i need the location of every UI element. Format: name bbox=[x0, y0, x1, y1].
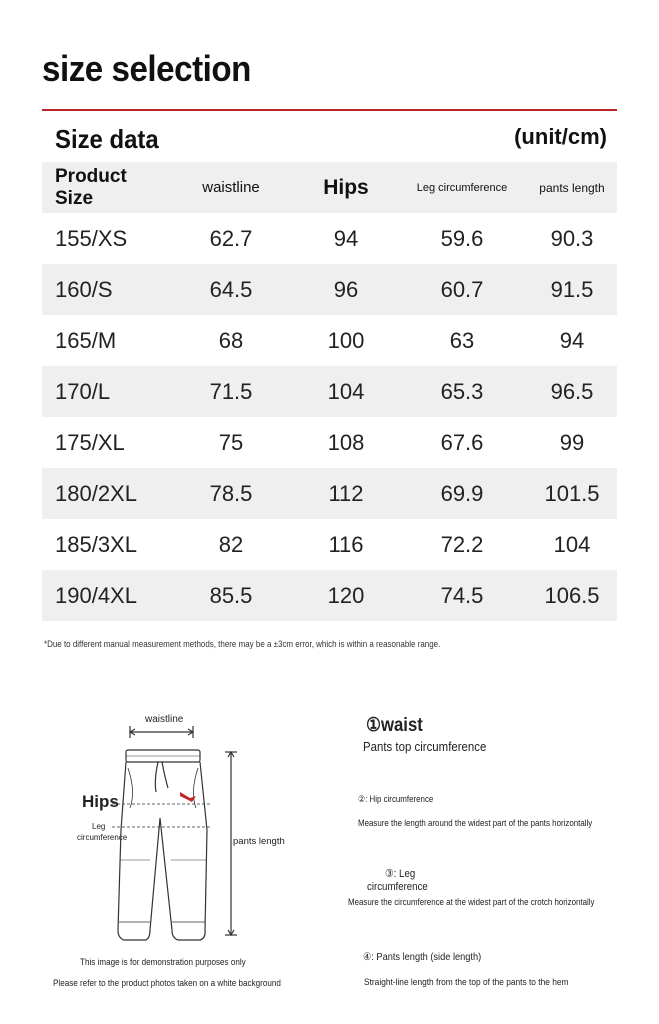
cell-waistline: 68 bbox=[218, 327, 244, 353]
diagram-leg-label: Leg bbox=[92, 822, 106, 831]
cell-length: 90.3 bbox=[550, 225, 594, 251]
cell-length: 94 bbox=[559, 327, 585, 353]
cell-hips: 112 bbox=[328, 480, 364, 506]
cell-length: 96.5 bbox=[550, 378, 594, 404]
cell-length: 106.5 bbox=[544, 582, 600, 608]
header-leg-circumference: Leg circumference bbox=[416, 181, 508, 194]
cell-size: 160/S bbox=[55, 276, 113, 302]
measurement-note: *Due to different manual measurement methods, there may be a ±3cm error, which is within a reasonable range. bbox=[44, 639, 441, 650]
cell-size: 155/XS bbox=[55, 225, 128, 251]
header-hips: Hips bbox=[323, 175, 369, 199]
cell-leg: 74.5 bbox=[440, 582, 484, 608]
diagram-circumference-label: circumference bbox=[77, 833, 128, 842]
diagram-hips-label: Hips bbox=[82, 792, 119, 811]
legend-length-desc: Straight-line length from the top of the pants to the hem bbox=[364, 977, 569, 988]
diagram-waistline-label: waistline bbox=[145, 714, 184, 725]
cell-hips: 100 bbox=[327, 327, 365, 353]
cell-leg: 67.6 bbox=[440, 429, 484, 455]
legend-waist-desc: Pants top circumference bbox=[363, 739, 487, 754]
table-row bbox=[42, 366, 617, 417]
table-row bbox=[42, 315, 617, 366]
pants-illustration bbox=[0, 700, 330, 1020]
legend-length-heading: ④: Pants length (side length) bbox=[363, 951, 482, 963]
cell-waistline: 82 bbox=[218, 531, 244, 557]
cell-leg: 59.6 bbox=[440, 225, 484, 251]
title-divider bbox=[42, 109, 617, 111]
header-pants-length: pants length bbox=[539, 180, 605, 195]
table-header-row bbox=[42, 162, 617, 213]
cell-hips: 96 bbox=[333, 276, 359, 302]
cell-length: 99 bbox=[559, 429, 585, 455]
size-table bbox=[42, 162, 617, 621]
legend-hip-heading: ②: Hip circumference bbox=[358, 794, 434, 804]
cell-waistline: 62.7 bbox=[209, 225, 253, 251]
table-row bbox=[42, 264, 617, 315]
unit-label: (unit/cm) bbox=[514, 124, 607, 149]
table-row bbox=[42, 417, 617, 468]
cell-length: 104 bbox=[553, 531, 591, 557]
cell-size: 185/3XL bbox=[55, 531, 137, 557]
diagram-caption-2: Please refer to the product photos taken on a white background bbox=[53, 978, 281, 988]
cell-size: 165/M bbox=[55, 327, 117, 353]
header-waistline: waistline bbox=[202, 179, 260, 196]
diagram-pants-length-label: pants length bbox=[233, 836, 285, 847]
header-product-size: Product Size bbox=[55, 165, 127, 209]
cell-length: 91.5 bbox=[550, 276, 594, 302]
table-row bbox=[42, 519, 617, 570]
table-row bbox=[42, 570, 617, 621]
cell-hips: 116 bbox=[328, 531, 364, 557]
table-row bbox=[42, 468, 617, 519]
diagram-caption-1: This image is for demonstration purposes only bbox=[80, 957, 246, 967]
cell-leg: 60.7 bbox=[440, 276, 484, 302]
cell-leg: 63 bbox=[449, 327, 475, 353]
section-title: Size data bbox=[55, 124, 159, 154]
cell-waistline: 78.5 bbox=[209, 480, 253, 506]
page-title: size selection bbox=[42, 48, 251, 89]
legend-leg-heading: ③: Leg bbox=[385, 868, 416, 880]
cell-size: 190/4XL bbox=[55, 582, 137, 608]
legend-leg-heading-2: circumference bbox=[367, 881, 428, 893]
cell-size: 170/L bbox=[55, 378, 111, 404]
cell-leg: 69.9 bbox=[440, 480, 484, 506]
cell-leg: 65.3 bbox=[440, 378, 484, 404]
cell-waistline: 71.5 bbox=[209, 378, 253, 404]
legend-hip-desc: Measure the length around the widest part of the pants horizontally bbox=[358, 818, 593, 828]
legend-waist-heading: ①waist bbox=[366, 715, 423, 736]
cell-size: 180/2XL bbox=[55, 480, 137, 506]
legend-leg-desc: Measure the circumference at the widest part of the crotch horizontally bbox=[348, 897, 595, 907]
cell-hips: 108 bbox=[327, 429, 365, 455]
cell-hips: 104 bbox=[327, 378, 365, 404]
cell-size: 175/XL bbox=[55, 429, 125, 455]
cell-hips: 94 bbox=[333, 225, 359, 251]
pants-diagram bbox=[0, 700, 330, 1020]
table-row bbox=[42, 213, 617, 264]
cell-leg: 72.2 bbox=[440, 531, 484, 557]
cell-waistline: 85.5 bbox=[209, 582, 253, 608]
cell-length: 101.5 bbox=[544, 480, 600, 506]
cell-waistline: 64.5 bbox=[209, 276, 253, 302]
cell-waistline: 75 bbox=[218, 429, 244, 455]
cell-hips: 120 bbox=[327, 582, 365, 608]
